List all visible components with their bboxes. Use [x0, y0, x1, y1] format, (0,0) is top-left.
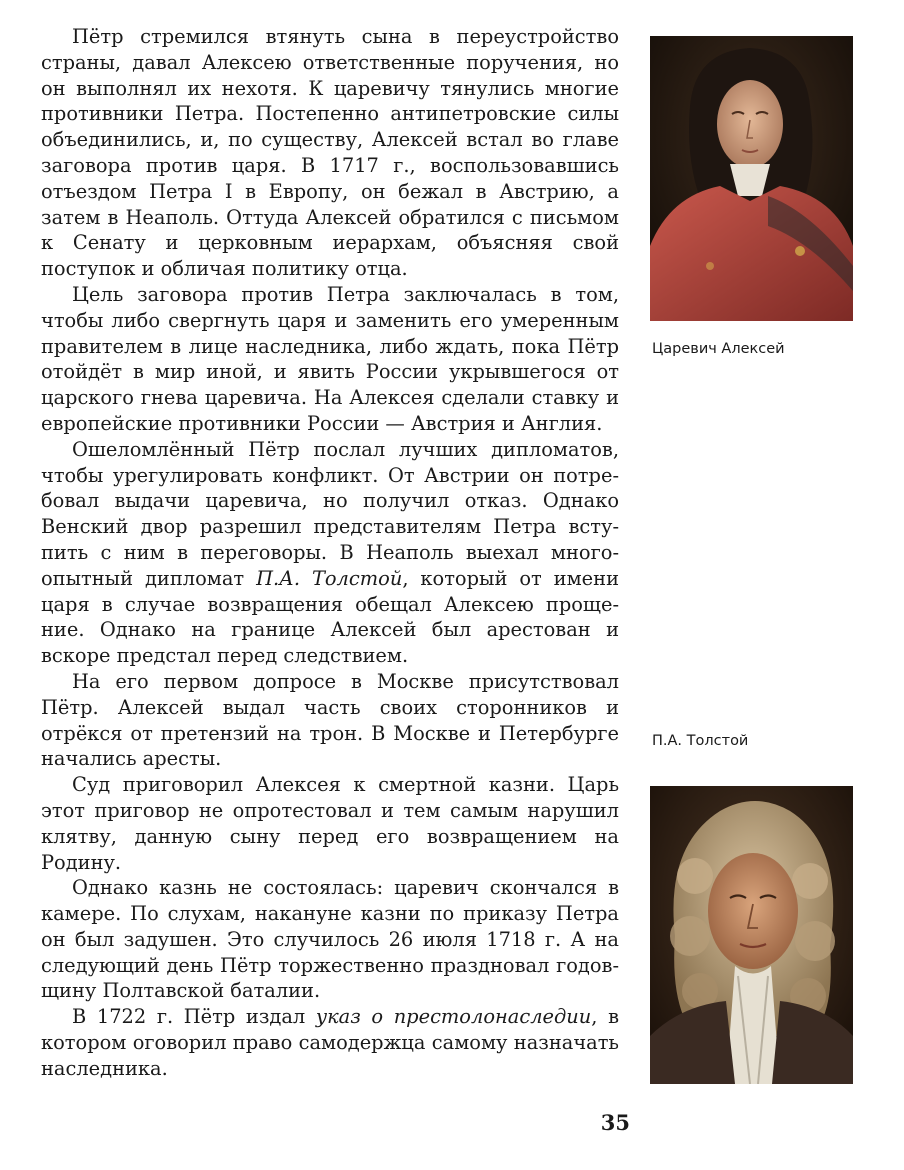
paragraph-3-part-2: , который от имени царя в случае возвращения обещал Алексею прощение. Однако на границе Алексей был арестован и вскоре предстал перед следствием.	[41, 566, 619, 668]
paragraph-7-part-1: В 1722 г. Пётр издал	[72, 1005, 316, 1029]
succession-decree-emphasis: указ о престолонаследии	[315, 1005, 592, 1029]
paragraph-3-part-1: Ошеломлённый Пётр послал лучших дипломатов, чтобы урегулировать конфликт. От Австрии он потребовал выдачи царевича, но получил отказ. Однако Венский двор разрешил представителям Петра вступить с ним в переговоры. В Неаполь выехал многоопытный дипломат	[41, 437, 619, 590]
caption-tolstoy: П.А. Толстой	[652, 733, 749, 749]
paragraph-1: Пётр стремился втянуть сына в переустройство страны, давал Алексею ответственные поручения, но он выполнял их нехотя. К царевичу тянулись многие противники Петра. Постепенно антипетровские силы объединились, и, по существу, Алексей встал во главе заговора против царя. В 1717 г., воспользовавшись отъездом Петра I в Европу, он бежал в Австрию, а затем в Неаполь. Оттуда Алексей обратился с письмом к Сенату и церковным иерархам, объясняя свой поступок и обличая политику отца.	[41, 25, 619, 281]
portrait-alexei-image	[650, 36, 853, 321]
body-text	[41, 24, 619, 1082]
portrait-tolstoy-image	[650, 786, 853, 1084]
portrait-tolstoy	[650, 786, 853, 1084]
paragraph-3	[41, 437, 619, 669]
caption-tsarevich-alexei: Царевич Алексей	[652, 341, 785, 357]
tolstoy-name-emphasis: П.А. Толстой	[256, 566, 403, 590]
paragraph-7-part-2: , в котором оговорил право самодержца самому назначать наследника.	[41, 1005, 619, 1080]
paragraph-4: На его первом допросе в Москве присутствовал Пётр. Алексей выдал часть своих сторонников и отрёкся от претензий на трон. В Москве и Петербурге начались аресты.	[41, 669, 619, 771]
paragraph-7	[41, 1004, 619, 1081]
paragraph-5: Суд приговорил Алексея к смертной казни. Царь этот приговор не опротестовал и тем самым нарушил клятву, данную сыну перед его возвращением на Родину.	[41, 773, 619, 874]
portrait-tsarevich-alexei	[650, 36, 853, 321]
paragraph-2: Цель заговора против Петра заключалась в том, чтобы либо свергнуть царя и заменить его умеренным правителем в лице наследника, либо ждать, пока Пётр отойдёт в мир иной, и явить России укрывшегося от царского гнева царевича. На Алексея сделали ставку и европейские противники России — Австрия и Англия.	[41, 282, 619, 435]
paragraph-6: Однако казнь не состоялась: царевич скончался в камере. По слухам, накануне казни по приказу Петра он был задушен. Это случилось 26 июля 1718 г. А на следующий день Пётр торжественно праздновал годовщину Полтавской баталии.	[41, 876, 619, 1003]
page-number: 35	[600, 1110, 630, 1135]
